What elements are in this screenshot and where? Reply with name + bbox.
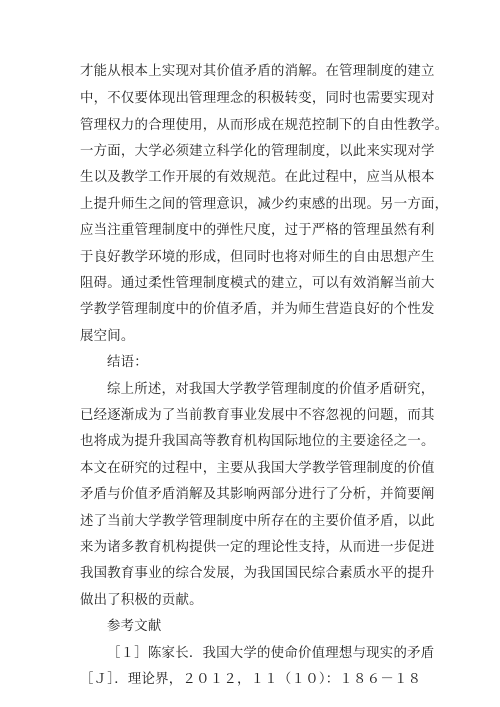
- paragraph-line: 综上所述，对我国大学教学管理制度的价值矛盾研究，: [107, 382, 435, 397]
- paragraph-line: 一方面，大学必须建立科学化的管理制度，以此来实现对学: [80, 144, 435, 159]
- section-heading-conclusion: 结语：: [107, 355, 148, 370]
- paragraph-line: 中，不仅要体现出管理理念的积极转变，同时也需要实现对: [80, 91, 435, 106]
- paragraph-line: 才能从根本上实现对其价值矛盾的消解。在管理制度的建立: [80, 64, 435, 79]
- section-heading-references: 参考文献: [107, 619, 162, 634]
- paragraph-line: 来为诸多教育机构提供一定的理论性支持，从而进一步促进: [80, 540, 435, 555]
- paragraph-line: 上提升师生之间的管理意识，减少约束感的出现。另一方面，: [80, 197, 449, 212]
- paragraph-line: 也将成为提升我国高等教育机构国际地位的主要途径之一。: [80, 434, 435, 449]
- paragraph-line: 阻碍。通过柔性管理制度模式的建立，可以有效消解当前大: [80, 276, 435, 291]
- reference-entry: ［Ｊ］．理论界，２０１２，１１（１０）：１８６－１８: [80, 672, 422, 687]
- paragraph-line: 述了当前大学教学管理制度中所存在的主要价值矛盾，以此: [80, 514, 435, 529]
- paragraph-line: 矛盾与价值矛盾消解及其影响两部分进行了分析，并简要阐: [80, 487, 435, 502]
- paragraph-line: 展空间。: [80, 329, 135, 344]
- paragraph-line: 于良好教学环境的形成，但同时也将对师生的自由思想产生: [80, 250, 435, 265]
- paragraph-line: 我国教育事业的综合发展，为我国国民综合素质水平的提升: [80, 566, 435, 581]
- paragraph-line: 生以及教学工作开展的有效规范。在此过程中，应当从根本: [80, 170, 435, 185]
- paragraph-line: 做出了积极的贡献。: [80, 593, 203, 608]
- reference-entry: ［１］陈家长．我国大学的使命价值理想与现实的矛盾: [107, 646, 435, 661]
- paragraph-line: 本文在研究的过程中，主要从我国大学教学管理制度的价值: [80, 461, 435, 476]
- paragraph-line: 学教学管理制度中的价值矛盾，并为师生营造良好的个性发: [80, 302, 435, 317]
- paragraph-line: 管理权力的合理使用，从而形成在规范控制下的自由性教学。: [80, 118, 449, 133]
- paragraph-line: 应当注重管理制度中的弹性尺度，过于严格的管理虽然有利: [80, 223, 435, 238]
- paragraph-line: 已经逐渐成为了当前教育事业发展中不容忽视的问题，而其: [80, 408, 435, 423]
